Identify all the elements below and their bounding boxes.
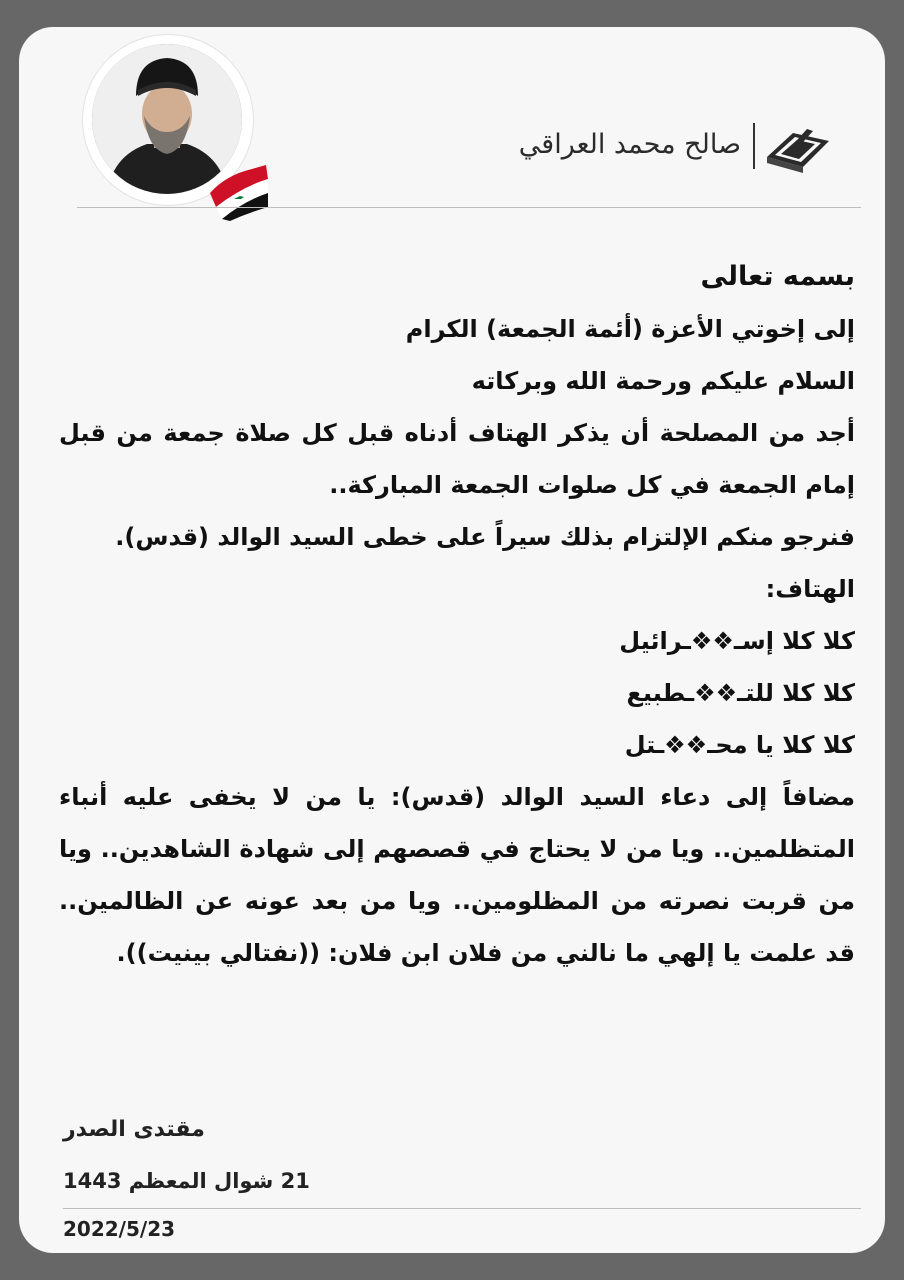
paragraph-2: فنرجو منكم الإلتزام بذلك سيراً على خطى السيد الوالد (قدس). (115, 523, 855, 551)
portrait-frame (83, 35, 253, 205)
letter-body (59, 251, 855, 979)
hijri-date: 21 شوال المعظم 1443 (63, 1169, 310, 1193)
greeting: السلام عليكم ورحمة الله وبركاته (471, 367, 855, 395)
iraq-flag-icon (208, 163, 270, 221)
chant-line-2: كلا كلا للتـ❖❖ـطبيع (626, 679, 855, 707)
logo-divider (753, 123, 755, 169)
paragraph-1: أجد من المصلحة أن يذكر الهتاف أدناه قبل كل صلاة جمعة من قبل إمام الجمعة في كل صلوات الجمعة المباركة.. (59, 419, 855, 499)
statement-card (19, 27, 885, 1253)
basmala: بسمه تعالى (700, 261, 855, 292)
book-emblem-icon (763, 119, 833, 175)
chant-line-3: كلا كلا يا محـ❖❖ـتل (624, 731, 855, 759)
footer-divider (63, 1208, 861, 1209)
chant-line-1: كلا كلا إسـ❖❖ـرائيل (619, 627, 855, 655)
addressee: إلى إخوتي الأعزة (أئمة الجمعة) الكرام (405, 315, 855, 343)
chant-label: الهتاف: (765, 575, 855, 603)
header-divider (77, 207, 861, 208)
logo-text: صالح محمد العراقي (518, 129, 741, 160)
author-logo (518, 119, 833, 179)
gregorian-date: 2022/5/23 (63, 1217, 176, 1241)
paragraph-3: مضافاً إلى دعاء السيد الوالد (قدس): يا من لا يخفى عليه أنباء المتظلمين.. ويا من لا يحتاج في قصصهم إلى شهادة الشاهدين.. ويا من قربت نصرته من المظلومين.. ويا من بعد عونه عن الظالمين.. قد علمت يا إلهي ما نالني من فلان ابن فلان: ((نفتالي بينيت)). (59, 783, 855, 967)
signature-name: مقتدى الصدر (63, 1117, 205, 1142)
